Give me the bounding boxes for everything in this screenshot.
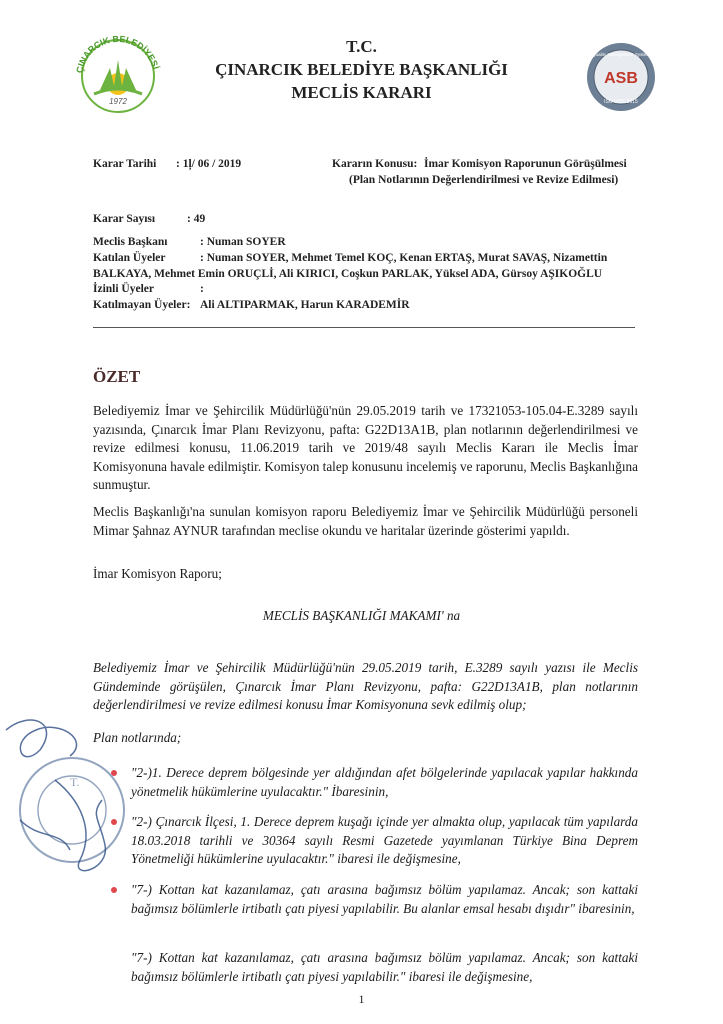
report-paragraph: Belediyemiz İmar ve Şehircilik Müdürlüğü'nün 29.05.2019 tarih, E.3289 sayılı yazısı ile Meclis Gündeminde görüşülen, Çınarcık İmar Planı Revizyonu, pafta: G22D13A1B, plan notlarının değerlendirilmesi ve revize edilmesi konusu İmar Komisyonuna sevk edilmiş olup; (93, 660, 638, 712)
president-label: Meclis Başkanı (93, 236, 168, 248)
subject-line-1: İmar Komisyon Raporunun Görüşülmesi (424, 158, 627, 170)
certification-seal-icon (587, 43, 655, 111)
summary-paragraph-2: Meclis Başkanlığı'na sunulan komisyon raporu Belediyemiz İmar ve Şehircilik Müdürlüğü personeli Mimar Şahnaz AYNUR tarafından meclise okundu ve haritalar üzerinde gösterimi yapıldı. (93, 504, 638, 538)
attendees-line-2: BALKAYA, Mehmet Emin ORUÇLİ, Ali KIRICI, Coşkun PARLAK, Yüksel ADA, Gürsoy AŞIKOĞLU (93, 268, 603, 280)
header-tc: T.C. (346, 37, 377, 56)
decision-number-label: Karar Sayısı (93, 213, 156, 225)
permitted-value: : (200, 283, 204, 295)
subject-label: Kararın Konusu: (332, 158, 418, 170)
decision-number-value: : 49 (187, 213, 206, 225)
subject-line-2: (Plan Notlarının Değerlendirilmesi ve Revize Edilmesi) (349, 174, 619, 186)
page-number: 1 (358, 992, 365, 1006)
summary-paragraph-1: Belediyemiz İmar ve Şehircilik Müdürlüğü'nün 29.05.2019 tarih ve 17321053-105.04-E.3289 sayılı yazısında, Çınarcık İmar Planı Revizyonu, pafta: G22D13A1B, plan notlarının değerlendirilmesi ve revize edilmesi konusu, 11.06.2019 tarih ve 2019/48 sayılı Meclis Kararı ile Meclis İmar Komisyonuna havale edilmiştir. Komisyon talep konusunu incelemiş ve raporunu, Meclis Başkanlığına sunmuştur. (93, 403, 638, 492)
iso-certification-logo (584, 40, 658, 114)
addressee: MECLİS BAŞKANLIĞI MAKAMI' na (262, 608, 461, 623)
official-stamp-signature (0, 700, 150, 890)
municipality-logo (70, 30, 166, 116)
attendees-line-1: : Numan SOYER, Mehmet Temel KOÇ, Kenan ERTAŞ, Murat SAVAŞ, Nizamettin (200, 252, 608, 264)
svg-text:1972: 1972 (109, 97, 127, 106)
summary-heading: ÖZET (93, 367, 141, 386)
plan-note-old-2: "2-)1. Derece deprem bölgesinde yer aldığından afet bölgelerinde yapılacak yapılar hakkında yönetmelik hükümlerine uyulacaktır." İbaresinin, (131, 765, 638, 799)
header-decision-title: MECLİS KARARI (291, 83, 432, 102)
commission-report-intro: İmar Komisyon Raporu; (93, 566, 222, 581)
decision-date-label: Karar Tarihi (93, 158, 157, 170)
divider (93, 327, 635, 328)
president-value: : Numan SOYER (200, 236, 286, 248)
svg-text:ISO 9001:2015: ISO 9001:2015 (604, 99, 638, 105)
svg-text:ÇINARCIK BELEDİYESİ: ÇINARCIK BELEDİYESİ (74, 33, 161, 74)
plan-note-old-7: "7-) Kottan kat kazanılamaz, çatı arasına bağımsız bölüm yapılamaz. Ancak; son kattaki bağımsız bölümlerle irtibatlı çatı piyesi yapılabilir. Bu alanlar emsal hesabı dışıdır" ibaresinin, (131, 882, 638, 916)
attendees-label: Katılan Üyeler (93, 252, 166, 264)
absent-value: Ali ALTIPARMAK, Harun KARADEMİR (200, 299, 410, 311)
stamp-seal-icon (20, 758, 124, 862)
plan-note-new-2: "2-) Çınarcık İlçesi, 1. Derece deprem kuşağı içinde yer almakta olup, yapılacak tüm yapılarda 18.03.2018 tarihli ve 30364 sayılı Resmi Gazetede yayımlanan Türkiye Bina Deprem Yönetmeliği hükümlerine uyulacaktır." ibaresi ile değişmesine, (131, 814, 638, 866)
permitted-label: İzinli Üyeler (93, 283, 154, 295)
plan-note-new-7: "7-) Kottan kat kazanılamaz, çatı arasına bağımsız bölüm yapılamaz. Ancak; son kattaki bağımsız bölümlerle irtibatlı çatı piyesi yapılabilir." ibaresi ile değişmesine, (131, 950, 638, 984)
svg-text:ASB: ASB (604, 70, 638, 87)
decision-date-value: : 1ļ/ 06 / 2019 (176, 158, 242, 170)
svg-text:Quality Management System: Quality Management System (592, 52, 650, 57)
signature-icon (6, 720, 105, 871)
plan-notes-intro: Plan notlarında; (93, 730, 182, 745)
svg-text:T.: T. (70, 775, 80, 789)
header-municipality: ÇINARCIK BELEDİYE BAŞKANLIĞI (215, 60, 508, 79)
absent-label: Katılmayan Üyeler: (93, 299, 191, 311)
